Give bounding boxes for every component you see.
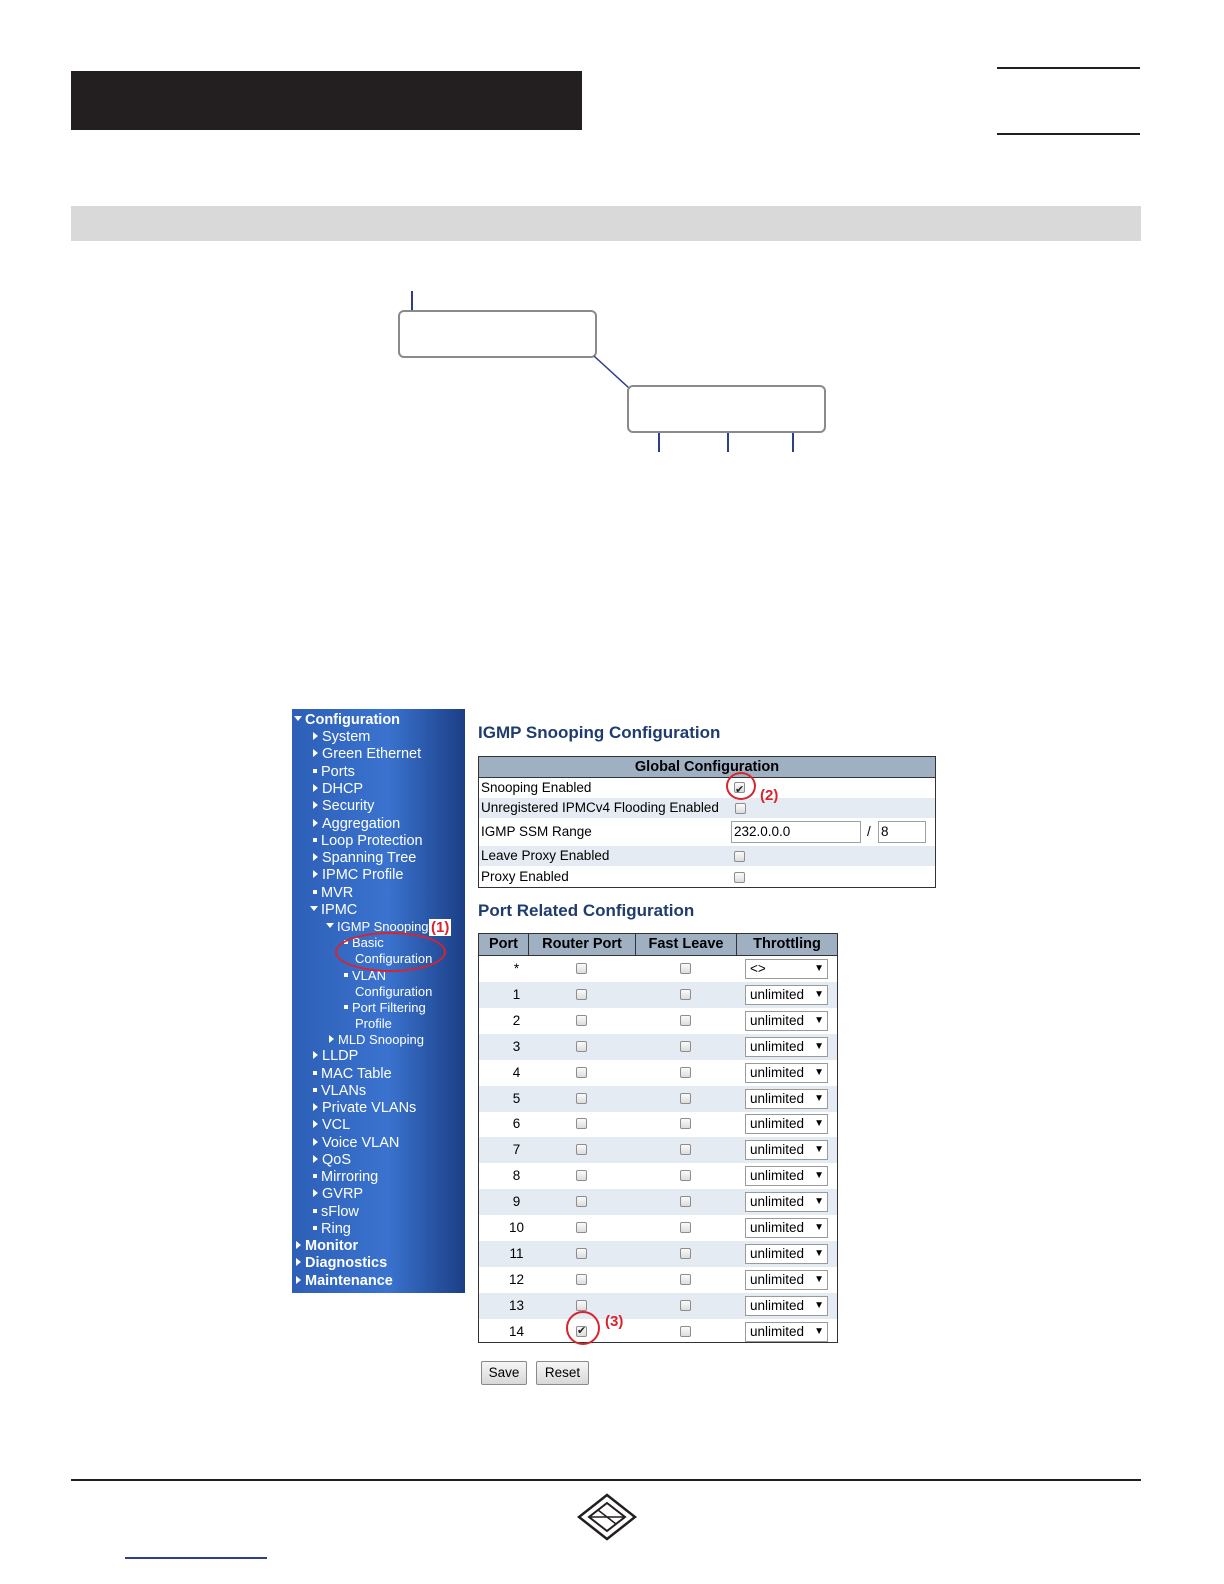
global-row-snooping [479, 778, 935, 798]
router-port-checkbox[interactable] [576, 963, 587, 974]
sidebar-item-label: MLD Snooping [338, 1032, 424, 1047]
dropdown-arrow-icon: ▼ [814, 1092, 824, 1104]
bullet-icon [313, 1226, 317, 1230]
sidebar-item-label: VLANs [321, 1083, 367, 1099]
callout-label-2: (2) [760, 787, 779, 804]
throttling-value: <> [750, 961, 766, 976]
diagram-connector [411, 291, 413, 311]
dropdown-arrow-icon: ▼ [814, 1325, 824, 1337]
dropdown-arrow-icon: ▼ [814, 963, 824, 974]
sidebar-item-label: Aggregation [322, 816, 401, 832]
sidebar-item-label: Monitor [305, 1238, 359, 1254]
sidebar-item-vcl[interactable] [313, 1117, 350, 1134]
global-row-ssm [479, 818, 935, 846]
sidebar-item-label: LLDP [322, 1048, 359, 1064]
router-port-checkbox[interactable] [576, 1170, 587, 1181]
ssm-separator: / [867, 824, 871, 839]
leave-proxy-checkbox[interactable] [734, 851, 745, 862]
table-row [479, 1111, 837, 1137]
table-row [479, 1293, 837, 1319]
port-number: 11 [509, 1245, 524, 1261]
bullet-icon [344, 973, 348, 977]
sidebar-item-label: Voice VLAN [322, 1135, 400, 1151]
chevron-right-icon [313, 1138, 318, 1146]
router-port-checkbox[interactable] [576, 1300, 587, 1311]
router-port-checkbox[interactable] [576, 989, 587, 1000]
chevron-right-icon [329, 1035, 334, 1043]
port-number: 12 [508, 1271, 525, 1287]
flooding-enabled-label: Unregistered IPMCv4 Flooding Enabled [481, 800, 719, 815]
callout-label-1: (1) [431, 919, 450, 936]
snooping-enabled-label: Snooping Enabled [481, 780, 592, 795]
diagram-box-child [627, 385, 826, 433]
fast-leave-checkbox[interactable] [680, 1274, 691, 1285]
sidebar-item-private-vlans[interactable] [313, 1100, 416, 1117]
diagram-box-parent [398, 310, 597, 358]
bullet-icon [313, 1209, 317, 1213]
port-number: 1 [512, 986, 521, 1002]
sidebar-item-label: Ring [321, 1221, 351, 1237]
callout-ring-1 [335, 932, 446, 972]
proxy-enabled-checkbox[interactable] [734, 872, 745, 883]
sidebar-item-label: IGMP Snooping [337, 919, 429, 934]
table-row [479, 1034, 837, 1060]
sidebar-item-label: Mirroring [321, 1169, 379, 1185]
sidebar-item-label: Security [322, 798, 375, 814]
proxy-enabled-label: Proxy Enabled [481, 869, 569, 884]
bullet-icon [313, 838, 317, 842]
flooding-enabled-checkbox[interactable] [735, 803, 746, 814]
table-row [479, 1163, 837, 1189]
port-number: 2 [512, 1012, 521, 1028]
fast-leave-checkbox[interactable] [680, 1041, 691, 1052]
header-rule-bottom [997, 133, 1140, 135]
sidebar-item-spanning-tree[interactable] [313, 850, 416, 867]
port-number: 7 [512, 1142, 521, 1158]
chevron-right-icon [313, 732, 318, 740]
throttling-value: unlimited [750, 1168, 805, 1184]
sidebar-item-configuration[interactable] [355, 984, 432, 1000]
sidebar-item-label: QoS [322, 1152, 352, 1168]
port-number: 8 [512, 1168, 521, 1184]
dropdown-arrow-icon: ▼ [814, 1144, 824, 1156]
ssm-range-label: IGMP SSM Range [481, 824, 592, 839]
header-fast-leave: Fast Leave [636, 934, 737, 955]
sidebar-item-label: GVRP [322, 1186, 364, 1202]
chevron-right-icon [313, 853, 318, 861]
diagram-connector [658, 433, 660, 452]
throttling-select[interactable] [745, 1192, 828, 1212]
throttling-value: unlimited [750, 1142, 805, 1158]
fast-leave-checkbox[interactable] [680, 1300, 691, 1311]
fast-leave-checkbox[interactable] [680, 1326, 691, 1337]
router-port-checkbox[interactable] [576, 1248, 587, 1259]
table-row [479, 1060, 837, 1086]
sidebar-item-label: VCL [322, 1117, 351, 1133]
sidebar-item-label: Configuration [355, 951, 433, 966]
bullet-icon [313, 1088, 317, 1092]
sidebar-item-label: Loop Protection [321, 833, 423, 849]
sidebar-nav [292, 709, 465, 1293]
chevron-right-icon [313, 870, 318, 878]
sidebar-item-label: MVR [321, 885, 354, 901]
chevron-right-icon [313, 801, 318, 809]
sidebar-item-profile[interactable] [355, 1016, 392, 1032]
footer-link-underline [125, 1557, 267, 1559]
callout-ring-3 [566, 1311, 600, 1345]
sidebar-item-label: Port Filtering [352, 1000, 426, 1015]
sidebar-item-dhcp[interactable] [313, 781, 363, 798]
save-button[interactable]: Save [481, 1361, 527, 1385]
sidebar-item-label: DHCP [322, 781, 364, 797]
router-port-checkbox[interactable] [576, 1015, 587, 1026]
sidebar-item-ports[interactable] [313, 764, 355, 781]
fast-leave-checkbox[interactable] [680, 1118, 691, 1129]
ssm-prefix-input[interactable]: 8 [878, 821, 926, 843]
chevron-right-icon [296, 1241, 301, 1249]
port-number: 13 [508, 1297, 525, 1313]
sidebar-item-qos[interactable] [313, 1152, 351, 1169]
throttling-value: unlimited [750, 1038, 805, 1054]
fast-leave-checkbox[interactable] [680, 1093, 691, 1104]
chevron-right-icon [313, 819, 318, 827]
sidebar-item-label: VLAN [352, 968, 386, 983]
dropdown-arrow-icon: ▼ [814, 1299, 824, 1311]
sidebar-item-green-ethernet[interactable] [313, 746, 421, 763]
sidebar-item-voice-vlan[interactable] [313, 1135, 399, 1152]
chevron-right-icon [296, 1276, 301, 1284]
bullet-icon [344, 1005, 348, 1009]
sidebar-item-label: MAC Table [321, 1066, 392, 1082]
sidebar-item-aggregation[interactable] [313, 816, 400, 833]
sidebar-item-lldp[interactable] [313, 1048, 358, 1065]
sidebar-item-mld-snooping[interactable] [329, 1032, 424, 1048]
fast-leave-checkbox[interactable] [680, 1067, 691, 1078]
throttling-value: unlimited [750, 1064, 805, 1080]
chevron-right-icon [313, 1103, 318, 1111]
fast-leave-checkbox[interactable] [680, 1248, 691, 1259]
dropdown-arrow-icon: ▼ [814, 1222, 824, 1233]
bullet-icon [313, 1071, 317, 1075]
fast-leave-checkbox[interactable] [680, 1170, 691, 1181]
global-row-flooding [479, 798, 935, 818]
throttling-select[interactable] [745, 1063, 828, 1083]
port-config-title: Port Related Configuration [478, 901, 695, 920]
dropdown-arrow-icon: ▼ [814, 1170, 824, 1182]
sidebar-item-label: System [322, 729, 371, 745]
global-config-table [478, 756, 936, 888]
throttling-select[interactable] [745, 1322, 828, 1342]
table-row [479, 1189, 837, 1215]
port-number: 5 [512, 1090, 521, 1106]
throttling-value: unlimited [750, 1090, 805, 1106]
dropdown-arrow-icon: ▼ [814, 1014, 824, 1026]
global-row-leave-proxy [479, 846, 935, 866]
sidebar-item-label: Basic [352, 935, 384, 950]
router-port-checkbox[interactable] [576, 1118, 587, 1129]
dropdown-arrow-icon: ▼ [814, 1273, 824, 1285]
sidebar-item-ring[interactable] [313, 1221, 351, 1238]
sidebar-item-system[interactable] [313, 729, 370, 746]
router-port-checkbox[interactable] [576, 1222, 587, 1233]
chevron-down-icon [294, 716, 302, 721]
sidebar-item-gvrp[interactable] [313, 1186, 363, 1203]
sidebar-item-mac-table[interactable] [313, 1066, 392, 1083]
sidebar-item-label: Profile [355, 1016, 392, 1031]
table-row [479, 1215, 837, 1241]
global-config-header: Global Configuration [479, 757, 935, 778]
port-number: 4 [512, 1064, 521, 1080]
port-config-table [478, 933, 838, 1343]
bullet-icon [313, 890, 317, 894]
port-table-header [479, 934, 837, 956]
throttling-value: unlimited [750, 1012, 805, 1028]
table-row [479, 1137, 837, 1163]
chevron-right-icon [296, 1258, 301, 1266]
sidebar-item-label: Configuration [305, 712, 401, 728]
sidebar-item-label: Ports [321, 764, 355, 780]
fast-leave-checkbox[interactable] [680, 1196, 691, 1207]
sidebar-item-label: IPMC Profile [322, 867, 404, 883]
sidebar-item-mirroring[interactable] [313, 1169, 378, 1186]
diagram-connector [727, 433, 729, 452]
dropdown-arrow-icon: ▼ [814, 1040, 824, 1052]
sidebar-item-monitor[interactable] [296, 1238, 358, 1255]
throttling-value: unlimited [750, 1323, 805, 1339]
sidebar-item-diagnostics[interactable] [296, 1255, 387, 1272]
table-row [479, 1267, 837, 1293]
router-port-checkbox[interactable] [576, 1196, 587, 1207]
sidebar-item-mvr[interactable] [313, 885, 353, 902]
sidebar-item-label: sFlow [321, 1204, 359, 1220]
sidebar-item-label: Maintenance [305, 1273, 393, 1289]
fast-leave-checkbox[interactable] [680, 1144, 691, 1155]
throttling-select[interactable] [745, 1296, 828, 1316]
sidebar-item-security[interactable] [313, 798, 374, 815]
dropdown-arrow-icon: ▼ [814, 1118, 824, 1130]
sidebar-item-label: Configuration [355, 984, 433, 999]
throttling-value: unlimited [750, 1271, 805, 1287]
sidebar-item-label: Private VLANs [322, 1100, 417, 1116]
router-port-checkbox[interactable] [576, 1093, 587, 1104]
port-number: 6 [512, 1116, 521, 1132]
port-number: 3 [512, 1038, 521, 1054]
throttling-value: unlimited [750, 1116, 805, 1132]
throttling-select[interactable] [745, 1089, 828, 1109]
page-title: IGMP Snooping Configuration [478, 723, 721, 742]
chevron-right-icon [313, 1155, 318, 1163]
fast-leave-checkbox[interactable] [680, 1015, 691, 1026]
global-row-proxy [479, 867, 935, 887]
sidebar-item-configuration[interactable] [294, 712, 400, 729]
throttling-value: unlimited [750, 1245, 805, 1261]
dropdown-arrow-icon: ▼ [814, 1247, 824, 1259]
chevron-right-icon [313, 784, 318, 792]
chevron-right-icon [313, 749, 318, 757]
throttling-select[interactable] [745, 1166, 828, 1186]
diagram-connector [792, 433, 794, 452]
reset-button[interactable]: Reset [536, 1361, 589, 1385]
throttling-select[interactable] [745, 1011, 828, 1031]
throttling-value: unlimited [750, 1220, 805, 1235]
table-row [479, 956, 837, 982]
router-port-checkbox[interactable] [576, 1144, 587, 1155]
brand-logo-icon [577, 1493, 637, 1541]
chevron-right-icon [313, 1051, 318, 1059]
dropdown-arrow-icon: ▼ [814, 1066, 824, 1078]
footer-rule [71, 1479, 1141, 1481]
leave-proxy-label: Leave Proxy Enabled [481, 848, 610, 863]
chevron-down-icon [310, 906, 318, 911]
ssm-address-input[interactable]: 232.0.0.0 [731, 821, 861, 843]
header-bar [71, 71, 582, 130]
router-port-checkbox[interactable] [576, 1067, 587, 1078]
fast-leave-checkbox[interactable] [680, 1222, 691, 1233]
sidebar-item-sflow[interactable] [313, 1204, 359, 1221]
table-row [479, 1086, 837, 1112]
dropdown-arrow-icon: ▼ [814, 988, 824, 1000]
throttling-select[interactable] [745, 985, 828, 1005]
throttling-select[interactable] [745, 1218, 828, 1238]
port-number: 9 [512, 1194, 521, 1210]
sidebar-item-port-filtering[interactable] [344, 1000, 426, 1016]
table-row [479, 1319, 837, 1345]
callout-label-3: (3) [605, 1313, 624, 1330]
throttling-select[interactable] [745, 1244, 828, 1264]
chevron-down-icon [326, 923, 334, 928]
router-port-checkbox[interactable] [576, 1274, 587, 1285]
table-row [479, 1241, 837, 1267]
fast-leave-checkbox[interactable] [680, 989, 691, 1000]
sidebar-item-ipmc-profile[interactable] [313, 867, 403, 884]
fast-leave-checkbox[interactable] [680, 963, 691, 974]
sidebar-item-label: IPMC [321, 902, 358, 918]
dropdown-arrow-icon: ▼ [814, 1196, 824, 1208]
throttling-value: unlimited [750, 986, 805, 1002]
port-number: * [513, 961, 520, 976]
port-number: 14 [508, 1323, 525, 1339]
throttling-select[interactable] [745, 1037, 828, 1057]
sidebar-item-vlans[interactable] [313, 1083, 366, 1100]
table-row [479, 982, 837, 1008]
bullet-icon [313, 769, 317, 773]
throttling-select[interactable] [745, 1114, 828, 1134]
router-port-checkbox[interactable] [576, 1041, 587, 1052]
chevron-right-icon [313, 1120, 318, 1128]
table-row [479, 1008, 837, 1034]
throttling-value: unlimited [750, 1194, 805, 1210]
bullet-icon [313, 1174, 317, 1178]
port-number: 10 [508, 1220, 525, 1235]
header-throttling: Throttling [753, 936, 821, 952]
sidebar-item-label: Green Ethernet [322, 746, 422, 762]
callout-ring-2 [726, 772, 756, 800]
header-rule-top [997, 67, 1140, 69]
throttling-value: unlimited [750, 1297, 805, 1313]
chevron-right-icon [313, 1189, 318, 1197]
throttling-select[interactable] [745, 1140, 828, 1160]
throttling-select[interactable] [745, 1270, 828, 1290]
diagram-connector-diagonal [592, 354, 632, 390]
throttling-select[interactable] [745, 959, 828, 979]
header-port: Port [479, 934, 529, 955]
sidebar-item-label: Spanning Tree [322, 850, 417, 866]
sidebar-item-maintenance[interactable] [296, 1273, 393, 1290]
section-band [71, 206, 1141, 241]
sidebar-item-loop-protection[interactable] [313, 833, 423, 850]
sidebar-item-label: Diagnostics [305, 1255, 388, 1271]
sidebar-item-ipmc[interactable] [310, 902, 357, 919]
header-router-port: Router Port [529, 934, 636, 955]
